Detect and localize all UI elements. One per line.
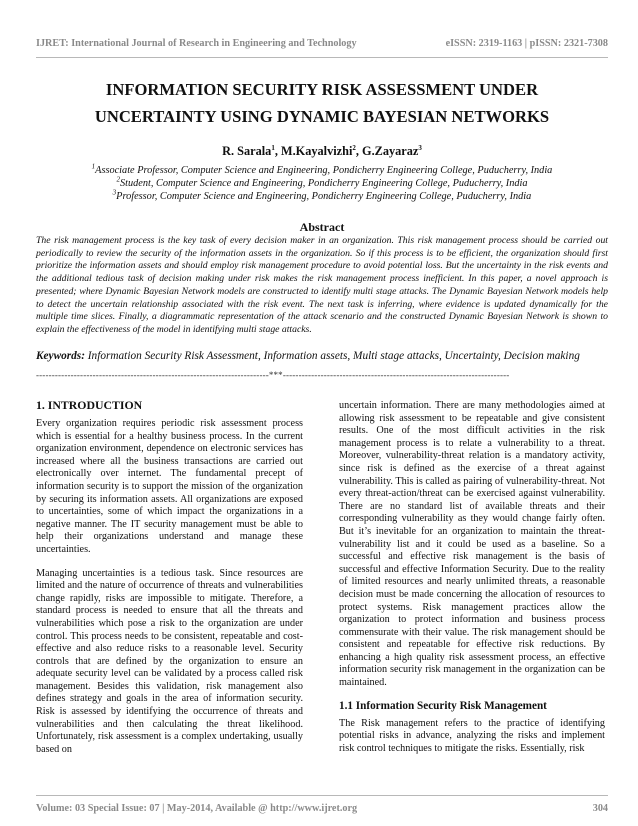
author-name: R. Sarala	[222, 144, 272, 158]
affiliation-sup: 1	[91, 162, 96, 171]
affiliation-text: Associate Professor, Computer Science and Engineering, Pondicherry Engineering College, Puducherry, India	[95, 165, 553, 176]
title-line-1: INFORMATION SECURITY RISK ASSESSMENT UNDER	[105, 80, 539, 99]
journal-name: IJRET: International Journal of Research in Engineering and Technology	[36, 38, 357, 49]
author-list: R. Sarala$^1$, M.Kayalvizhi$^2$, G.Zayaraz$^3$	[222, 143, 422, 158]
right-column	[339, 400, 605, 755]
page-number: 304	[592, 803, 608, 814]
author-sup: 2	[352, 143, 356, 152]
running-header	[36, 38, 608, 52]
section-heading-introduction: 1. INTRODUCTION	[36, 398, 143, 412]
paragraph: Every organization requires periodic risk assessment process which is essential for a healthy business process. In the current organization environment, dependence on electronic services has increased where all the business transactions are carried out electronically over internet. The fundamental precept of information security is to support the mission of the organization by securing its information assets. All organizations are exposed to uncertainties, some of which impact the organizations in a negative manner. The IT security management must be able to help their organizations understand and manage these uncertainties.	[36, 418, 303, 555]
affiliations	[36, 162, 608, 203]
affiliation-sup: 3	[112, 188, 117, 197]
volume-info: Volume: 03 Special Issue: 07 | May-2014, Available @ http://www.ijret.org	[36, 803, 358, 814]
affiliation-text: Professor, Computer Science and Engineering, Pondicherry Engineering College, Puducherry, India	[116, 190, 532, 202]
title-line-2: UNCERTAINTY USING DYNAMIC BAYESIAN NETWORKS	[94, 107, 550, 126]
footer-rule	[36, 795, 608, 796]
keywords-label: Keywords:	[36, 350, 85, 362]
keywords	[36, 350, 608, 362]
paragraph: Managing uncertainties is a tedious task. Since resources are limited and the nature of occurrence of threats and vulnerabilities change rapidly, risks are impossible to mitigate. Therefore, a standard process is needed to ensure that all the threats and vulnerabilities which pose a risk to the organization are under control. This process needs to be consistent, repeatable and cost-effective and also reduce risks to a reasonable level. Security controls that are defined by the organization to ensure an adequate security level can be validated by a process called risk management. Besides this validation, risk management also defines strategy and goals in the area of information security. Risk is assessed by identifying the occurrence of threats and vulnerabilities and then calculating the threat likelihood. Unfortunately, risk assessment is a complex undertaking, usually based on	[36, 567, 303, 755]
paper-title	[36, 76, 608, 130]
issn-info: eISSN: 2319-1163 | pISSN: 2321-7308	[445, 38, 608, 49]
affiliation-line	[36, 175, 608, 191]
affiliation-text: Student, Computer Science and Engineering, Pondicherry Engineering College, Puducherry, India	[120, 177, 528, 189]
affiliation-line	[36, 162, 608, 178]
section-separator: --------------------------------------------------------------------------***------------------------------------------------------------------------	[36, 370, 510, 380]
author-sup: 1	[271, 143, 275, 152]
keywords-text: Information Security Risk Assessment, Information assets, Multi stage attacks, Uncertainty, Decision making	[84, 350, 580, 362]
author-name: G.Zayaraz	[362, 144, 419, 158]
header-rule	[36, 57, 608, 58]
abstract-text: The risk management process is the key task of every decision maker in an organization. This risk management process should be carried out periodically to review the security of the information assets in the organization. So if this process is to be efficient, the organization should first prioritize the information assets and should employ risk management procedure to avoid potential loss. But the uncertainty in the risk events and the additional tedious task of decision making under risk makes the risk management process inefficient. In this paper, a novel approach is presented; where Dynamic Bayesian Network models are constructed to identify multi stage attacks. The Dynamic Bayesian Network models help to detect the uncertain relationship associated with the risk event. The next task is inferring, where evidence is updated dynamically for the multiple time slices. Finally, a diagrammatic representation of the attack scenario and the constructed Dynamic Bayesian Network is shown to explain the effectiveness of the model in identifying multi stage attacks.	[36, 235, 608, 335]
affiliation-line	[36, 188, 608, 204]
author-sup: 3	[418, 143, 422, 152]
left-column	[36, 398, 303, 756]
affiliation-sup: 2	[116, 175, 120, 184]
author-name: M.Kayalvizhi	[280, 144, 353, 158]
running-footer	[36, 803, 608, 817]
paragraph: The Risk management refers to the practice of identifying potential risks in advance, analyzing the risks and implement risk control techniques to mitigate the risks. Essentially, risk	[339, 717, 605, 754]
paragraph: uncertain information. There are many methodologies aimed at allowing risk assessment to be repeatable and give consistent results. One of the most difficult activities in the risk management process is to relate a vulnerability to a threat. Moreover, vulnerability-threat relation is a mandatory activity, since risk is defined as the exercise of a threat against vulnerability. This is called as pairing of vulnerability-threat. Not every threat-action/threat can be exercised against vulnerability. There are no standard list of available threats and their corresponding vulnerability as they would change fairly often. But it’s inevitable for an organization to maintain the threat-vulnerability list and it could be used as a baseline. So a successful and effective risk management is the basis of successful and effective Information Security. Due to the reality of limited resources and nearly unlimited threats, a reasonable decision must be made concerning the allocation of resources to protect systems. Risk management practices allow the organization to protect information and business process commensurate with their value. The risk management should be consistent and repeatable for effective risk reductions. By enhancing a high quality risk assessment process, an effective information security risk management in the organization can be maintained.	[339, 400, 605, 689]
abstract-heading: Abstract	[299, 220, 345, 234]
subsection-heading: 1.1 Information Security Risk Management	[339, 699, 547, 712]
